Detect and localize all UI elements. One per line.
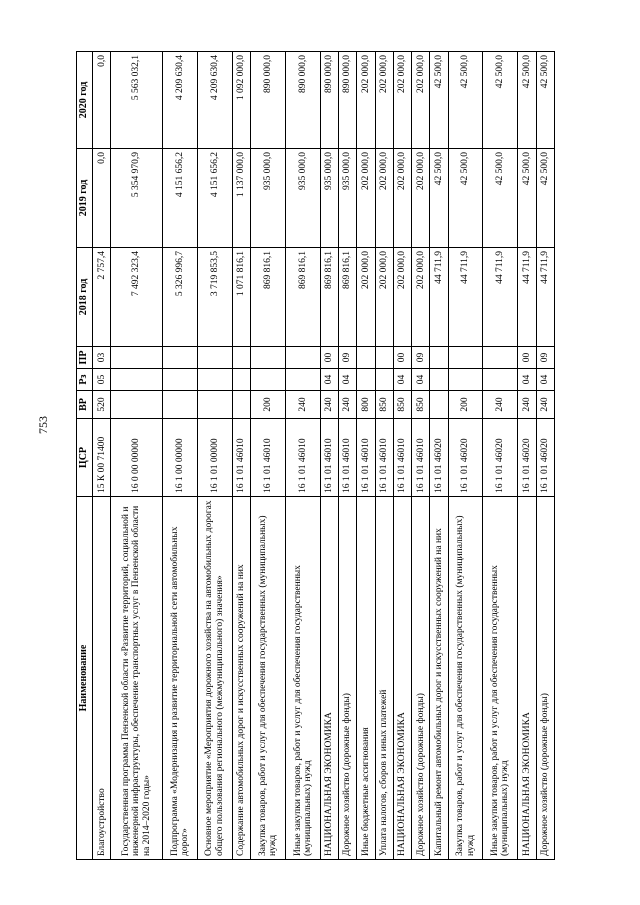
cell-2020: 4 209 630,4 [162, 52, 197, 149]
cell-pr [375, 347, 393, 369]
cell-2020: 5 563 032,1 [111, 52, 163, 149]
cell-2020: 890 000,0 [338, 52, 356, 149]
table-row [111, 52, 163, 860]
cell-pr [483, 347, 518, 369]
cell-pr [197, 347, 232, 369]
cell-rz [111, 369, 163, 391]
header-vr: ВР [77, 391, 93, 419]
cell-2020: 1 092 000,0 [232, 52, 250, 149]
cell-pr [285, 347, 320, 369]
cell-2018: 3 719 853,5 [197, 248, 232, 347]
cell-2018: 202 000,0 [357, 248, 375, 347]
cell-2019: 202 000,0 [357, 149, 375, 248]
cell-2019: 4 151 656,2 [197, 149, 232, 248]
table-row [197, 52, 232, 860]
cell-csr: 16 1 01 00000 [197, 419, 232, 497]
cell-2018: 202 000,0 [375, 248, 393, 347]
cell-2019: 42 500,0 [483, 149, 518, 248]
cell-2020: 42 500,0 [536, 52, 554, 149]
cell-csr: 16 1 01 46020 [518, 419, 536, 497]
table-row [162, 52, 197, 860]
table-row [412, 52, 430, 860]
header-rz: Рз [77, 369, 93, 391]
cell-name: Содержание автомобильных дорог и искусственных сооружений на них [232, 497, 250, 860]
cell-2020: 0,0 [93, 52, 111, 149]
table-row [338, 52, 356, 860]
cell-rz [357, 369, 375, 391]
table-row [448, 52, 483, 860]
header-2019: 2019 год [77, 149, 93, 248]
cell-2019: 42 500,0 [518, 149, 536, 248]
cell-pr: 09 [536, 347, 554, 369]
cell-2018: 869 816,1 [338, 248, 356, 347]
cell-2018: 5 326 996,7 [162, 248, 197, 347]
cell-vr [197, 391, 232, 419]
table-row [93, 52, 111, 860]
cell-2020: 42 500,0 [430, 52, 448, 149]
table-body [93, 52, 555, 860]
cell-pr: 03 [93, 347, 111, 369]
cell-2019: 935 000,0 [285, 149, 320, 248]
cell-2019: 202 000,0 [375, 149, 393, 248]
cell-csr: 16 1 01 46010 [375, 419, 393, 497]
cell-rz: 04 [412, 369, 430, 391]
cell-name: Закупка товаров, работ и услуг для обеспечения государственных (муниципальных) нужд [448, 497, 483, 860]
cell-pr [111, 347, 163, 369]
cell-vr: 240 [518, 391, 536, 419]
cell-pr [250, 347, 285, 369]
cell-2019: 935 000,0 [250, 149, 285, 248]
cell-2018: 869 816,1 [250, 248, 285, 347]
cell-rz: 04 [536, 369, 554, 391]
cell-rz [197, 369, 232, 391]
cell-csr: 16 1 01 46020 [483, 419, 518, 497]
cell-vr: 240 [338, 391, 356, 419]
cell-2018: 1 071 816,1 [232, 248, 250, 347]
cell-name: Подпрограмма «Модернизация и развитие территориальной сети автомобильных дорог» [162, 497, 197, 860]
cell-2020: 4 209 630,4 [197, 52, 232, 149]
cell-vr [111, 391, 163, 419]
cell-vr: 200 [448, 391, 483, 419]
cell-csr: 16 0 00 00000 [111, 419, 163, 497]
cell-vr: 850 [412, 391, 430, 419]
cell-pr [162, 347, 197, 369]
cell-2018: 44 711,9 [536, 248, 554, 347]
cell-2020: 202 000,0 [357, 52, 375, 149]
cell-rz: 04 [518, 369, 536, 391]
cell-csr: 16 1 01 46010 [338, 419, 356, 497]
cell-pr: 09 [338, 347, 356, 369]
cell-2018: 44 711,9 [448, 248, 483, 347]
cell-2019: 42 500,0 [448, 149, 483, 248]
cell-pr [232, 347, 250, 369]
cell-2019: 0,0 [93, 149, 111, 248]
header-2018: 2018 год [77, 248, 93, 347]
table-row [232, 52, 250, 860]
cell-vr [430, 391, 448, 419]
cell-name: Уплата налогов, сборов и иных платежей [375, 497, 393, 860]
cell-2020: 42 500,0 [518, 52, 536, 149]
cell-name: Основное мероприятие «Мероприятия дорожного хозяйства на автомобильных дорогах общего пользования регионального (межмуниципального) значения» [197, 497, 232, 860]
cell-name: Иные закупки товаров, работ и услуг для обеспечения государственных (муниципальных) нужд [285, 497, 320, 860]
cell-rz: 04 [320, 369, 338, 391]
cell-2018: 44 711,9 [518, 248, 536, 347]
cell-2018: 202 000,0 [393, 248, 411, 347]
cell-2018: 869 816,1 [285, 248, 320, 347]
table-row [375, 52, 393, 860]
cell-2018: 44 711,9 [430, 248, 448, 347]
cell-2019: 42 500,0 [430, 149, 448, 248]
cell-name: Дорожное хозяйство (дорожные фонды) [412, 497, 430, 860]
cell-rz [162, 369, 197, 391]
cell-csr: 16 1 01 46020 [536, 419, 554, 497]
cell-2020: 42 500,0 [448, 52, 483, 149]
table-row [430, 52, 448, 860]
cell-vr: 850 [375, 391, 393, 419]
cell-2020: 42 500,0 [483, 52, 518, 149]
cell-vr: 800 [357, 391, 375, 419]
cell-vr: 240 [285, 391, 320, 419]
cell-pr [448, 347, 483, 369]
cell-2020: 202 000,0 [412, 52, 430, 149]
header-pr: ПР [77, 347, 93, 369]
cell-pr: 09 [412, 347, 430, 369]
cell-2019: 202 000,0 [393, 149, 411, 248]
rotated-page [76, 52, 555, 860]
cell-2018: 869 816,1 [320, 248, 338, 347]
cell-name: Дорожное хозяйство (дорожные фонды) [338, 497, 356, 860]
cell-rz [375, 369, 393, 391]
cell-csr: 16 1 01 46020 [430, 419, 448, 497]
cell-name: НАЦИОНАЛЬНАЯ ЭКОНОМИКА [320, 497, 338, 860]
cell-rz [250, 369, 285, 391]
header-row [77, 52, 93, 860]
cell-rz [430, 369, 448, 391]
cell-vr: 240 [536, 391, 554, 419]
cell-2019: 1 137 000,0 [232, 149, 250, 248]
cell-csr: 15 К 00 71400 [93, 419, 111, 497]
cell-pr: 00 [393, 347, 411, 369]
cell-csr: 16 1 00 00000 [162, 419, 197, 497]
cell-name: Капитальный ремонт автомобильных дорог и искусственных сооружений на них [430, 497, 448, 860]
cell-name: НАЦИОНАЛЬНАЯ ЭКОНОМИКА [393, 497, 411, 860]
table-row [518, 52, 536, 860]
cell-rz [285, 369, 320, 391]
cell-2020: 890 000,0 [320, 52, 338, 149]
header-name: Наименование [77, 497, 93, 860]
cell-name: Государственная программа Пензенской области «Развитие территорий, социальной и инженерной инфраструктуры, обеспечение транспортных услуг в Пензенской области на 2014–2020 годы» [111, 497, 163, 860]
table-row [357, 52, 375, 860]
cell-name: НАЦИОНАЛЬНАЯ ЭКОНОМИКА [518, 497, 536, 860]
cell-csr: 16 1 01 46010 [393, 419, 411, 497]
cell-2020: 202 000,0 [375, 52, 393, 149]
cell-rz: 05 [93, 369, 111, 391]
cell-csr: 16 1 01 46010 [357, 419, 375, 497]
table-row [393, 52, 411, 860]
cell-csr: 16 1 01 46010 [320, 419, 338, 497]
cell-vr: 240 [320, 391, 338, 419]
table-row [285, 52, 320, 860]
page-number: 753 [36, 416, 50, 434]
cell-csr: 16 1 01 46010 [250, 419, 285, 497]
cell-vr: 240 [483, 391, 518, 419]
cell-pr [430, 347, 448, 369]
cell-vr [162, 391, 197, 419]
cell-vr: 850 [393, 391, 411, 419]
cell-2018: 7 492 323,4 [111, 248, 163, 347]
cell-vr [232, 391, 250, 419]
cell-2018: 202 000,0 [412, 248, 430, 347]
cell-rz: 04 [393, 369, 411, 391]
cell-pr: 00 [320, 347, 338, 369]
cell-name: Благоустройство [93, 497, 111, 860]
cell-name: Иные закупки товаров, работ и услуг для обеспечения государственных (муниципальных) нужд [483, 497, 518, 860]
cell-csr: 16 1 01 46010 [412, 419, 430, 497]
cell-name: Дорожное хозяйство (дорожные фонды) [536, 497, 554, 860]
cell-rz: 04 [338, 369, 356, 391]
cell-vr: 520 [93, 391, 111, 419]
cell-vr: 200 [250, 391, 285, 419]
cell-2019: 202 000,0 [412, 149, 430, 248]
cell-rz [483, 369, 518, 391]
cell-2020: 890 000,0 [285, 52, 320, 149]
cell-csr: 16 1 01 46020 [448, 419, 483, 497]
table-row [483, 52, 518, 860]
cell-2019: 935 000,0 [320, 149, 338, 248]
cell-2018: 44 711,9 [483, 248, 518, 347]
cell-pr [357, 347, 375, 369]
table-row [250, 52, 285, 860]
header-2020: 2020 год [77, 52, 93, 149]
cell-csr: 16 1 01 46010 [285, 419, 320, 497]
cell-name: Иные бюджетные ассигнования [357, 497, 375, 860]
cell-2019: 5 354 970,9 [111, 149, 163, 248]
header-csr: ЦСР [77, 419, 93, 497]
cell-2020: 202 000,0 [393, 52, 411, 149]
cell-2020: 890 000,0 [250, 52, 285, 149]
cell-2019: 42 500,0 [536, 149, 554, 248]
cell-2019: 4 151 656,2 [162, 149, 197, 248]
cell-pr: 00 [518, 347, 536, 369]
table-row [320, 52, 338, 860]
cell-csr: 16 1 01 46010 [232, 419, 250, 497]
cell-rz [232, 369, 250, 391]
cell-rz [448, 369, 483, 391]
cell-name: Закупка товаров, работ и услуг для обеспечения государственных (муниципальных) нужд [250, 497, 285, 860]
cell-2018: 2 757,4 [93, 248, 111, 347]
table-row [536, 52, 554, 860]
cell-2019: 935 000,0 [338, 149, 356, 248]
budget-table [76, 51, 555, 860]
